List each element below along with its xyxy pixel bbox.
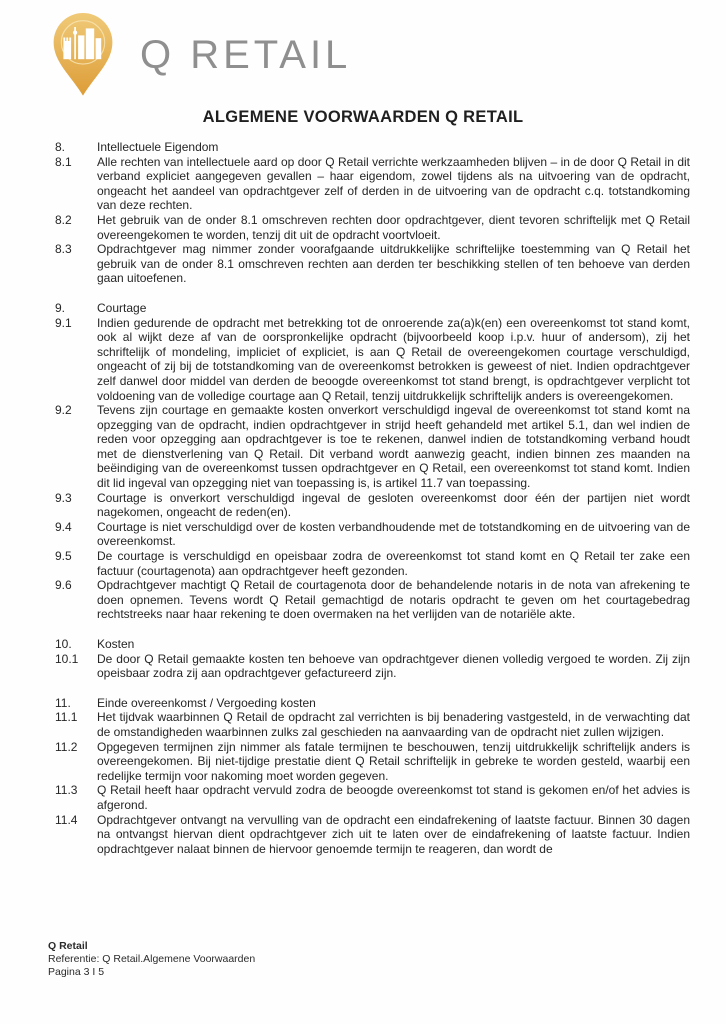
logo: [48, 13, 351, 97]
clause-row: [55, 549, 690, 578]
section-einde-overeenkomst: [55, 696, 690, 857]
clause-text: Opgegeven termijnen zijn nimmer als fatale termijnen te beschouwen, tenzij uitdrukkelijk schriftelijk anders is overeengekomen. Bij niet-tijdige prestatie dient Q Retail schriftelijk in gebreke te worden gesteld, waarbij een redelijke termijn voor nakoming moet worden gegeven.: [97, 739, 690, 783]
footer-reference: Referentie: Q Retail.Algemene Voorwaarden: [48, 953, 256, 965]
clause-row: [55, 242, 690, 286]
section-kosten: [55, 637, 690, 681]
brand-text: Q RETAIL: [140, 32, 352, 77]
section-heading-row: [55, 637, 690, 652]
section-intellectuele-eigendom: [55, 140, 690, 286]
clause-text: De courtage is verschuldigd en opeisbaar zodra de overeenkomst tot stand komt en Q Retail ter zake een factuur (courtagenota) aan opdrachtgever heeft gezonden.: [97, 549, 690, 578]
section-courtage: [55, 301, 690, 622]
clause-row: [55, 813, 690, 857]
clause-number: 9.3: [55, 490, 72, 505]
clause-text: Het tijdvak waarbinnen Q Retail de opdracht zal verrichten is bij benadering vastgesteld, in de verwachting dat de omstandigheden waarbinnen zulks zal geschieden na aanvaarding van de opdracht niet zullen wijzigen.: [97, 710, 690, 739]
clause-row: [55, 520, 690, 549]
clause-row: [55, 710, 690, 739]
clause-text: Tevens zijn courtage en gemaakte kosten onverkort verschuldigd ingeval de overeenkomst tot stand komt na opzegging van de opdracht, indien opdrachtgever in strijd heeft gehandeld met artikel 5.1, dan wel indien de reden voor opzegging aan opdrachtgever is toe te rekenen, danwel indien de totstandkoming verband houdt met de dienstverlening van Q Retail. Dit verband wordt aanwezig geacht, indien binnen zes maanden na beëindiging van de overeenkomst tussen opdrachtgever en Q Retail, een overeenkomst tot stand komt. Indien dit lid ingeval van opzegging niet van toepassing is, is artikel 11.7 van toepassing.: [97, 403, 690, 491]
clause-text: Indien gedurende de opdracht met betrekking tot de onroerende za(a)k(en) een overeenkomst tot stand komt, ook al wijkt deze af van de oorspronkelijke opdracht (bijvoorbeeld koop i.p.v. huur of andersom), zij het schriftelijk of mondeling, impliciet of expliciet, is aan Q Retail de overeengekomen courtage verschuldigd, ongeacht of zij bij de totstandkoming van de overeenkomst betrokken is geweest of niet. Indien opdrachtgever zelf danwel door middel van derden de beoogde overeenkomst tot stand brengt, is opdrachtgever verplicht tot voldoening van de volledige courtage aan Q Retail, tenzij uitdrukkelijk schriftelijk anders is overeengekomen.: [97, 315, 690, 403]
section-heading-row: [55, 140, 690, 155]
section-heading: Courtage: [97, 300, 147, 315]
clause-number: 9.5: [55, 549, 72, 564]
clause-row: [55, 403, 690, 491]
clause-text: Opdrachtgever mag nimmer zonder voorafgaande uitdrukkelijke schriftelijke toestemming van Q Retail het gebruik van de onder 8.1 omschreven rechten aan derden ter beschikking stellen of ten behoeve van derden gaan uitoefenen.: [97, 242, 690, 286]
section-number: 8.: [55, 140, 66, 154]
clause-text: Courtage is niet verschuldigd over de kosten verbandhoudende met de totstandkoming en de uitvoering van de overeenkomst.: [97, 519, 690, 549]
clause-text: Q Retail heeft haar opdracht vervuld zodra de beoogde overeenkomst tot stand is gekomen en/of het advies is afgerond.: [97, 783, 690, 812]
map-pin-logo-icon: [48, 13, 118, 97]
clause-row: [55, 578, 690, 622]
section-number: 11.: [55, 695, 71, 710]
clause-row: [55, 491, 690, 520]
clause-number: 11.2: [55, 739, 78, 754]
clause-number: 9.1: [55, 315, 72, 330]
clause-text: Opdrachtgever ontvangt na vervulling van de opdracht een eindafrekening of laatste factuur. Binnen 30 dagen na ontvangst hiervan dient opdrachtgever zich uit te laten over de eindafrekening of laatste factuur. Indien opdrachtgever nalaat binnen de hiervoor genoemde termijn te reageren, dan wordt de: [97, 812, 690, 856]
clause-row: [55, 652, 690, 681]
clause-text: Courtage is onverkort verschuldigd ingeval de gesloten overeenkomst door één der partijen niet wordt nagekomen, ongeacht de reden(en).: [97, 490, 690, 520]
clause-text: Opdrachtgever machtigt Q Retail de courtagenota door de behandelende notaris in de nota van afrekening te doen opnemen. Tevens wordt Q Retail gemachtigd de notaris opdracht te geven om het courtagebedrag rechtstreeks naar haar rekening te doen overmaken na het verlijden van de notariële akte.: [97, 578, 690, 622]
clause-row: [55, 213, 690, 242]
document-body: [55, 140, 690, 871]
section-heading-row: [55, 696, 690, 711]
clause-number: 8.2: [55, 212, 72, 227]
section-heading: Intellectuele Eigendom: [97, 140, 219, 154]
footer-company: Q Retail: [48, 940, 88, 952]
clause-text: De door Q Retail gemaakte kosten ten behoeve van opdrachtgever dienen volledig vergoed te worden. Zij zijn opeisbaar zodra zij aan opdrachtgever gefactureerd zijn.: [97, 651, 690, 681]
clause-text: Alle rechten van intellectuele aard op door Q Retail verrichte werkzaamheden blijven – in de door Q Retail in dit verband expliciet aangegeven gevallen – haar eigendom, zowel tijdens als na uitvoering van de opdracht, ongeacht het aandeel van opdrachtgever zelf of derden in de uitvoering van de opdracht c.q. totstandkoming van deze rechten.: [97, 154, 690, 213]
section-heading: Einde overeenkomst / Vergoeding kosten: [97, 695, 316, 710]
clause-row: [55, 740, 690, 784]
section-number: 9.: [55, 300, 66, 315]
clause-number: 11.3: [55, 783, 78, 798]
clause-row: [55, 155, 690, 213]
clause-text: Het gebruik van de onder 8.1 omschreven rechten door opdrachtgever, dient tevoren schriftelijk met Q Retail overeengekomen te worden, tenzij dit uit de opdracht voortvloeit.: [97, 212, 690, 242]
clause-number: 9.2: [55, 403, 72, 418]
page-title: ALGEMENE VOORWAARDEN Q RETAIL: [202, 108, 524, 126]
clause-number: 8.1: [55, 154, 72, 169]
section-heading-row: [55, 301, 690, 316]
footer-page-number: Pagina 3 I 5: [48, 966, 105, 978]
clause-number: 8.3: [55, 242, 72, 257]
section-heading: Kosten: [97, 637, 135, 651]
section-number: 10.: [55, 637, 72, 651]
clause-number: 9.6: [55, 578, 72, 593]
clause-number: 10.1: [55, 651, 79, 666]
clause-number: 11.1: [55, 710, 78, 725]
clause-row: [55, 783, 690, 812]
clause-number: 11.4: [55, 812, 78, 827]
page-footer: [48, 940, 255, 979]
clause-row: [55, 316, 690, 404]
clause-number: 9.4: [55, 519, 72, 534]
